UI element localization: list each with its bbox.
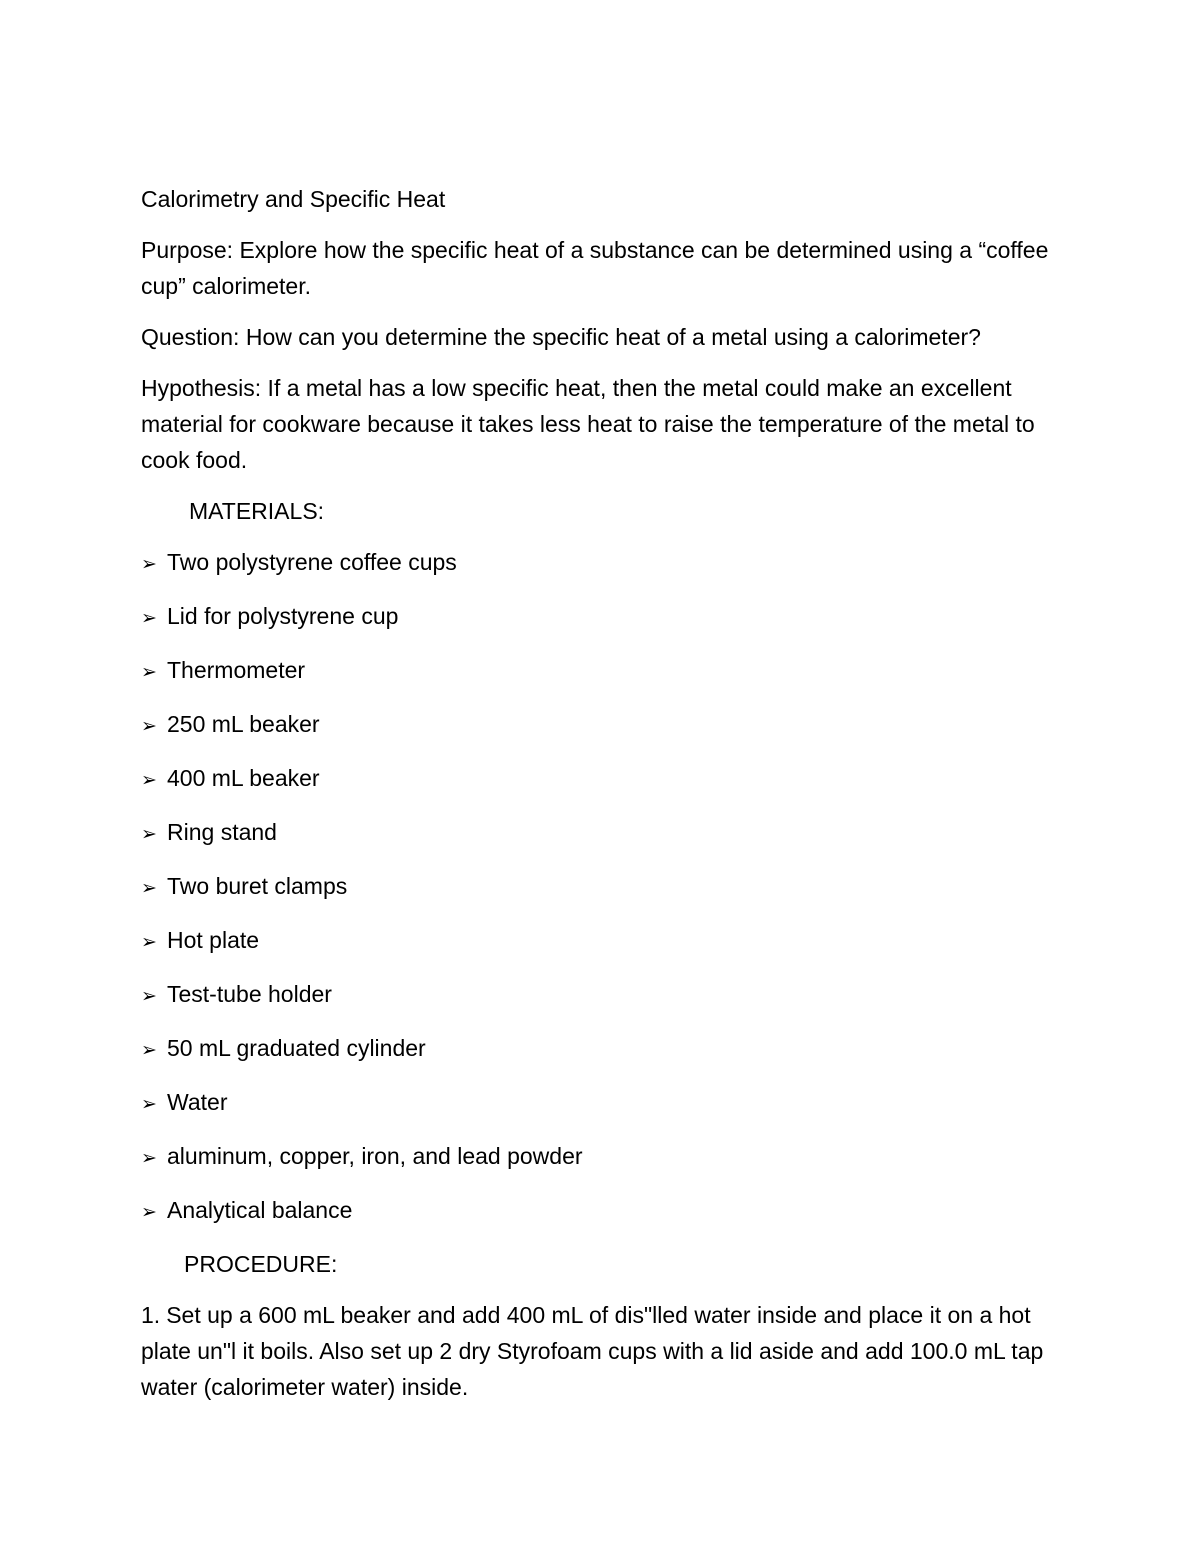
arrowhead-bullet-icon: ➢	[141, 1094, 157, 1115]
arrowhead-bullet-icon: ➢	[141, 554, 157, 575]
material-text: Analytical balance	[167, 1197, 353, 1223]
question-paragraph: Question: How can you determine the specific heat of a metal using a calorimeter?	[141, 324, 981, 350]
materials-list	[141, 544, 1071, 1231]
list-item	[141, 760, 1071, 799]
arrowhead-bullet-icon: ➢	[141, 1040, 157, 1061]
hypothesis-paragraph: Hypothesis: If a metal has a low specific heat, then the metal could make an excellent material for cookware because it takes less heat to raise the temperature of the metal to cook food.	[141, 375, 1035, 473]
material-text: aluminum, copper, iron, and lead powder	[167, 1143, 583, 1169]
list-item	[141, 1030, 1071, 1069]
material-text: 400 mL beaker	[167, 765, 320, 791]
list-item	[141, 706, 1071, 745]
document-body	[141, 181, 1071, 1405]
purpose-paragraph: Purpose: Explore how the specific heat of a substance can be determined using a “coffee cup” calorimeter.	[141, 237, 1049, 299]
arrowhead-bullet-icon: ➢	[141, 878, 157, 899]
arrowhead-bullet-icon: ➢	[141, 932, 157, 953]
procedure-step-content	[141, 1297, 1071, 1405]
arrowhead-bullet-icon: ➢	[141, 824, 157, 845]
material-text: 50 mL graduated cylinder	[167, 1035, 426, 1061]
list-item	[141, 814, 1071, 853]
list-item	[141, 652, 1071, 691]
arrowhead-bullet-icon: ➢	[141, 986, 157, 1007]
materials-heading: MATERIALS:	[189, 498, 325, 524]
document-title: Calorimetry and Specific Heat	[141, 186, 446, 212]
arrowhead-bullet-icon: ➢	[141, 662, 157, 683]
arrowhead-bullet-icon: ➢	[141, 770, 157, 791]
list-item	[141, 1192, 1071, 1231]
list-item	[141, 976, 1071, 1015]
material-text: Water	[167, 1089, 228, 1115]
material-text: Two buret clamps	[167, 873, 348, 899]
list-item	[141, 1138, 1071, 1177]
material-text: Test-tube holder	[167, 981, 332, 1007]
arrowhead-bullet-icon: ➢	[141, 608, 157, 629]
list-item	[141, 598, 1071, 637]
arrowhead-bullet-icon: ➢	[141, 716, 157, 737]
material-text: Two polystyrene coffee cups	[167, 549, 457, 575]
list-item	[141, 544, 1071, 583]
procedure-step	[141, 1297, 1071, 1405]
material-text: Hot plate	[167, 927, 260, 953]
procedure-step-number: 1.	[141, 1302, 161, 1328]
material-text: Lid for polystyrene cup	[167, 603, 399, 629]
procedure-heading: PROCEDURE:	[184, 1251, 338, 1277]
list-item	[141, 868, 1071, 907]
list-item	[141, 922, 1071, 961]
material-text: Ring stand	[167, 819, 277, 845]
arrowhead-bullet-icon: ➢	[141, 1148, 157, 1169]
material-text: Thermometer	[167, 657, 306, 683]
procedure-step-text: Set up a 600 mL beaker and add 400 mL of dis"lled water inside and place it on a hot plate un"l it boils. Also set up 2 dry Styrofoam cups with a lid aside and add 100.0 mL tap water (calorimeter water) inside.	[141, 1302, 1044, 1400]
list-item	[141, 1084, 1071, 1123]
arrowhead-bullet-icon: ➢	[141, 1202, 157, 1223]
material-text: 250 mL beaker	[167, 711, 320, 737]
